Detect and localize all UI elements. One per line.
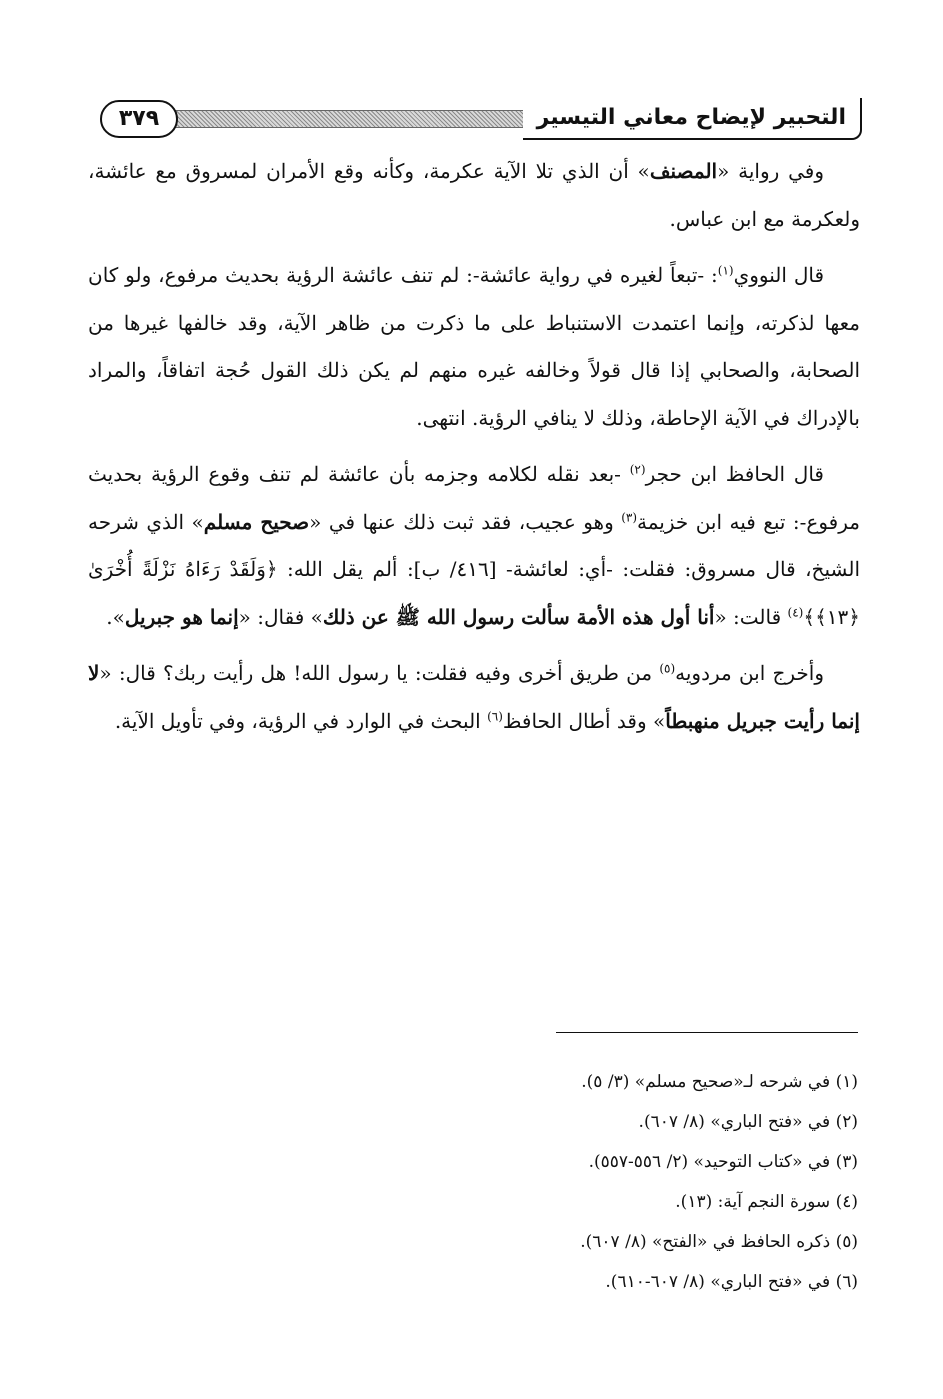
text-run: وهو عجيب، فقد ثبت ذلك عنها في « [309, 509, 622, 534]
footnotes-list [88, 1062, 858, 1302]
footnote-1: (١) في شرحه لـ«صحيح مسلم» (٣/ ٥). [581, 1072, 858, 1092]
footnote-5: (٥) ذكره الحافظ في «الفتح» (٨/ ٦٠٧). [580, 1232, 858, 1252]
footnote-ref-2: (٢) [629, 462, 646, 477]
footnote-ref-1: (١) [717, 263, 734, 278]
page-number: ٣٧٩ [100, 100, 178, 138]
text-run: : -تبعاً لغيره في رواية عائشة-: لم تنف عائشة الرؤية بحديث مرفوع، ولو كان معها لذكرته، وإنما اعتمدت الاستنباط على ما ذكرت من ظاهر الآية، وقد خالفها غيرها من الصحابة، والصحابي إذا قال قولاً وخالفه غيره منهم لم يكن ذلك القول حُجة اتفاقاً، والمراد بالإدراك في الآية الإحاطة، وذلك لا ينافي الرؤية. انتهى. [88, 263, 860, 430]
paragraph-3 [88, 451, 860, 641]
text-run: » وقد أطال الحافظ [502, 708, 666, 733]
footnote-ref-5: (٥) [659, 661, 676, 676]
bold-text: المصنف [649, 159, 718, 183]
footnote-3: (٣) في «كتاب التوحيد» (٢/ ٥٥٦-٥٥٧). [588, 1152, 858, 1172]
footnote-ref-6: (٦) [487, 708, 503, 723]
book-title: التحبير لإيضاح معاني التيسير [523, 98, 862, 140]
bold-text: صحيح مسلم [203, 509, 310, 534]
bold-text: لا إنما رأيت جبريل منهبطاً [88, 661, 860, 733]
footnote-4: (٤) سورة النجم آية: (١٣). [675, 1192, 858, 1212]
bold-text: إنما هو جبريل [124, 604, 239, 629]
text-run: » أن الذي تلا الآية عكرمة، وكأنه وقع الأمران لمسروق مع عائشة، ولعكرمة مع ابن عباس. [88, 159, 860, 231]
paragraph-2 [88, 252, 860, 442]
text-run: قال الحافظ ابن حجر [645, 462, 824, 486]
bold-text: أنا أول هذه الأمة سألت رسول الله ﷺ عن ذلك [322, 604, 715, 629]
text-run: وفي رواية « [717, 159, 824, 183]
paragraph-4 [88, 650, 860, 745]
footnote-ref-4: (٤) [787, 604, 804, 619]
text-run: قالت: « [714, 604, 788, 629]
text-run: -بعد نقله لكلامه وجزمه بأن عائشة لم تنف وقوع الرؤية بحديث مرفوع-: تبع فيه ابن خزيمة [88, 462, 860, 534]
text-run: ». [106, 604, 125, 629]
footnote-separator [556, 1032, 858, 1033]
paragraph-1 [88, 148, 860, 243]
text-run: » فقال: « [238, 604, 323, 629]
footnote-2: (٢) في «فتح الباري» (٨/ ٦٠٧). [638, 1112, 858, 1132]
footnote-6: (٦) في «فتح الباري» (٨/ ٦٠٧-٦١٠). [605, 1272, 858, 1292]
running-header [92, 98, 862, 142]
text-run: البحث في الوارد في الرؤية، وفي تأويل الآية. [114, 708, 488, 733]
footnote-ref-3: (٣) [621, 509, 638, 524]
main-text [88, 148, 860, 754]
text-run: من طريق أخرى وفيه فقلت: يا رسول الله! هل رأيت ربك؟ قال: « [99, 661, 660, 685]
text-run: » الذي شرحه الشيخ، قال مسروق: فقلت: -أي: لعائشة- [٤١٦/ ب]: ألم يقل الله: ﴿وَلَقَدْ رَءَاهُ نَزْلَةً أُخْرَىٰ ﴿١٣﴾﴾ [88, 509, 860, 629]
text-run: قال النووي [733, 263, 825, 287]
text-run: وأخرج ابن مردويه [675, 661, 825, 685]
